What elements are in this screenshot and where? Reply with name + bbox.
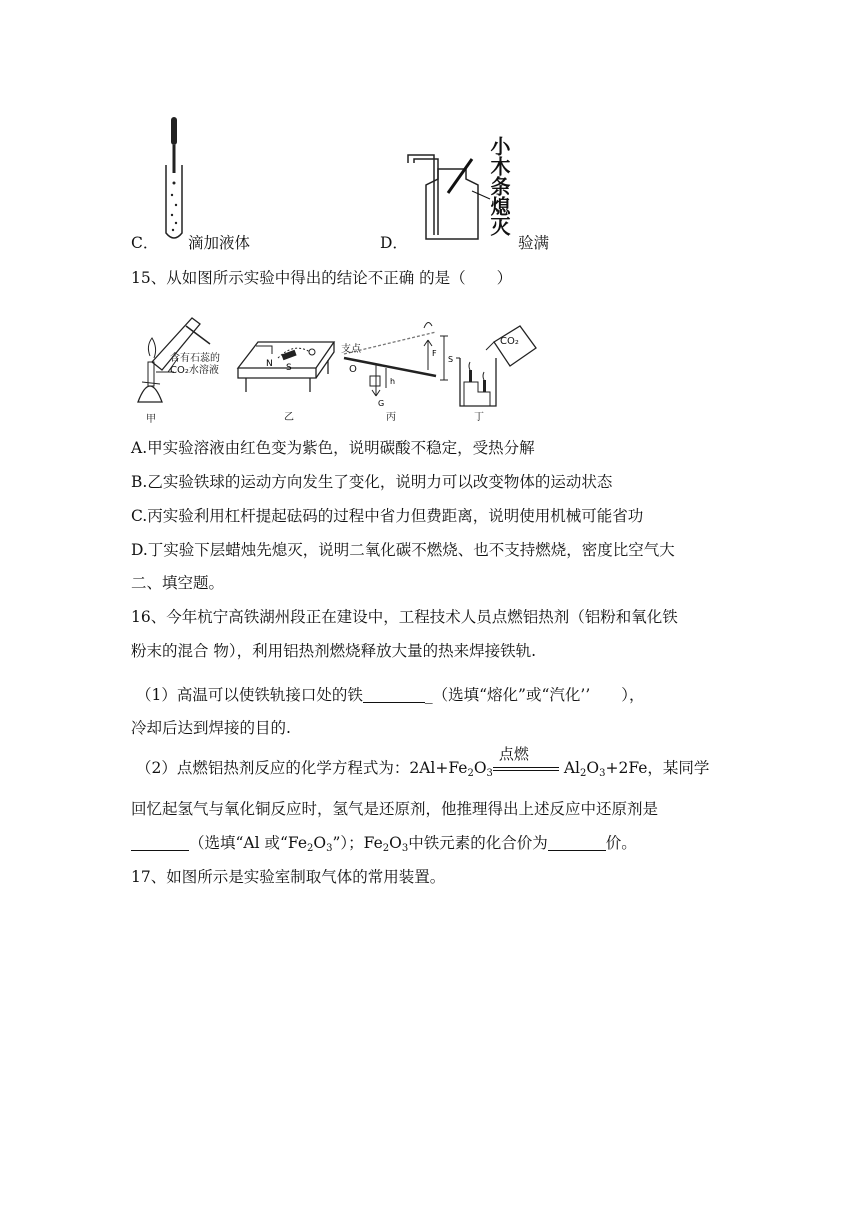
q16-p2-l3d: 价。 bbox=[605, 834, 637, 852]
svg-text:S: S bbox=[286, 363, 292, 373]
q15-stem: 15、从如图所示实验中得出的结论不正确 的是（ ） bbox=[131, 269, 513, 287]
fig-yi-label: 乙 bbox=[284, 412, 294, 423]
q16-p2-l3c: 中铁元素的化合价为 bbox=[408, 834, 548, 852]
fig-jia-text: 含有石蕊的CO₂水溶液 bbox=[170, 353, 220, 376]
svg-text:N: N bbox=[266, 359, 273, 369]
fig-bing bbox=[340, 318, 460, 413]
q16-p2-text-a: （2）点燃铝热剂反应的化学方程式为：2Al+Fe bbox=[136, 759, 468, 777]
q15-option-c: C.丙实验利用杠杆提起砝码的过程中省力但费距离，说明使用机械可能省功 bbox=[131, 507, 644, 525]
svg-text:h: h bbox=[390, 377, 396, 386]
q16-p2-text-b: Al bbox=[563, 759, 581, 777]
fig-ding-co2: CO₂ bbox=[500, 336, 519, 347]
stick-label: 小木条熄灭 bbox=[487, 136, 511, 236]
option-c-caption: 滴加液体 bbox=[188, 234, 251, 252]
q16-line1: 16、今年杭宁高铁湖州段正在建设中，工程技术人员点燃铝热剂（铝粉和氧化铁 bbox=[131, 608, 678, 626]
q16-part2-line2: 回忆起氢气与氧化铜反应时，氢气是还原剂，他推理得出上述反应中还原剂是 bbox=[131, 800, 659, 818]
q15-option-a: A.甲实验溶液由红色变为紫色，说明碳酸不稳定，受热分解 bbox=[131, 439, 535, 457]
svg-text:G: G bbox=[378, 399, 385, 408]
dropper-figure bbox=[150, 115, 200, 245]
svg-text:F: F bbox=[432, 349, 437, 358]
fig-bing-o: O bbox=[349, 364, 357, 375]
q15-option-d: D.丁实验下层蜡烛先熄灭，说明二氧化碳不燃烧、也不支持燃烧，密度比空气大 bbox=[131, 541, 675, 559]
option-c-label: C． bbox=[131, 234, 159, 252]
q16-part1-line1 bbox=[136, 684, 645, 706]
answer-blank-2[interactable] bbox=[131, 834, 189, 851]
fig-ding-label: 丁 bbox=[474, 412, 484, 423]
q16-line2: 粉末的混合 物），利用铝热剂燃烧释放大量的热来焊接铁轨. bbox=[131, 642, 537, 660]
fig-yi bbox=[232, 330, 344, 410]
q16-p2-text-c: +2Fe，某同学 bbox=[605, 759, 710, 777]
answer-blank-1[interactable] bbox=[363, 686, 425, 703]
q16-part1-line2: 冷却后达到焊接的目的. bbox=[131, 719, 291, 737]
svg-text:S: S bbox=[448, 355, 454, 364]
option-d-caption: 验满 bbox=[518, 234, 550, 252]
option-d-label: D． bbox=[380, 234, 408, 252]
q16-p1-text-b: _（选填“熔化”或“汽化’’ ）， bbox=[424, 686, 645, 704]
q16-part2-line1: （2）点燃铝热剂反应的化学方程式为：$2Al+Fe_2O_3$ 点燃 $Al_2O_3+2Fe$，某同学 bbox=[136, 745, 710, 779]
q16-p1-text-a: （1）高温可以使铁轨接口处的铁 bbox=[136, 686, 363, 704]
fig-bing-label: 丙 bbox=[386, 412, 396, 423]
fig-jia-label: 甲 bbox=[146, 414, 156, 425]
q16-part2-line3: （选填“Al 或“$Fe_2O_3$”）；$Fe_2O_3$中铁元素的化合价为 价。 bbox=[131, 832, 637, 854]
section-heading: 二、填空题。 bbox=[131, 574, 225, 592]
fig-ding bbox=[450, 322, 540, 410]
answer-blank-3[interactable] bbox=[548, 834, 606, 851]
q17-stem: 17、如图所示是实验室制取气体的常用装置。 bbox=[131, 868, 446, 886]
q16-p2-l3b: ”）；Fe bbox=[332, 834, 383, 852]
q15-option-b: B.乙实验铁球的运动方向发生了变化，说明力可以改变物体的运动状态 bbox=[131, 473, 613, 491]
fig-bing-pivot: 支点 bbox=[341, 344, 361, 355]
reaction-condition: 点燃 bbox=[493, 757, 559, 779]
q16-p2-l3a: （选填“Al 或“Fe bbox=[189, 834, 308, 852]
